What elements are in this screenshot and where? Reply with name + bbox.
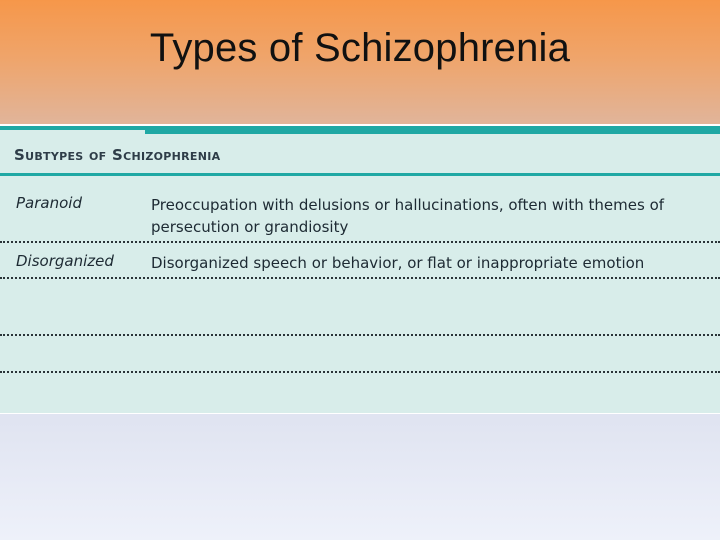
table-top-accent — [145, 126, 720, 134]
subtypes-table — [0, 124, 720, 414]
row-divider — [0, 334, 720, 336]
heading-rule — [0, 173, 720, 176]
row-description: Preoccupation with delusions or hallucinations, often with themes of persecution or grandiosity — [151, 196, 665, 236]
row-term: Disorganized — [16, 252, 114, 270]
row-term: Paranoid — [16, 194, 82, 212]
row-divider — [0, 241, 720, 243]
row-divider — [0, 371, 720, 373]
table-heading: Subtypes of Schizophrenia — [14, 146, 221, 164]
table-top-accent-left — [0, 126, 145, 130]
slide-title: Types of Schizophrenia — [149, 26, 571, 70]
row-divider — [0, 277, 720, 279]
row-description: Disorganized speech or behavior, or flat or inappropriate emotion — [151, 254, 645, 272]
